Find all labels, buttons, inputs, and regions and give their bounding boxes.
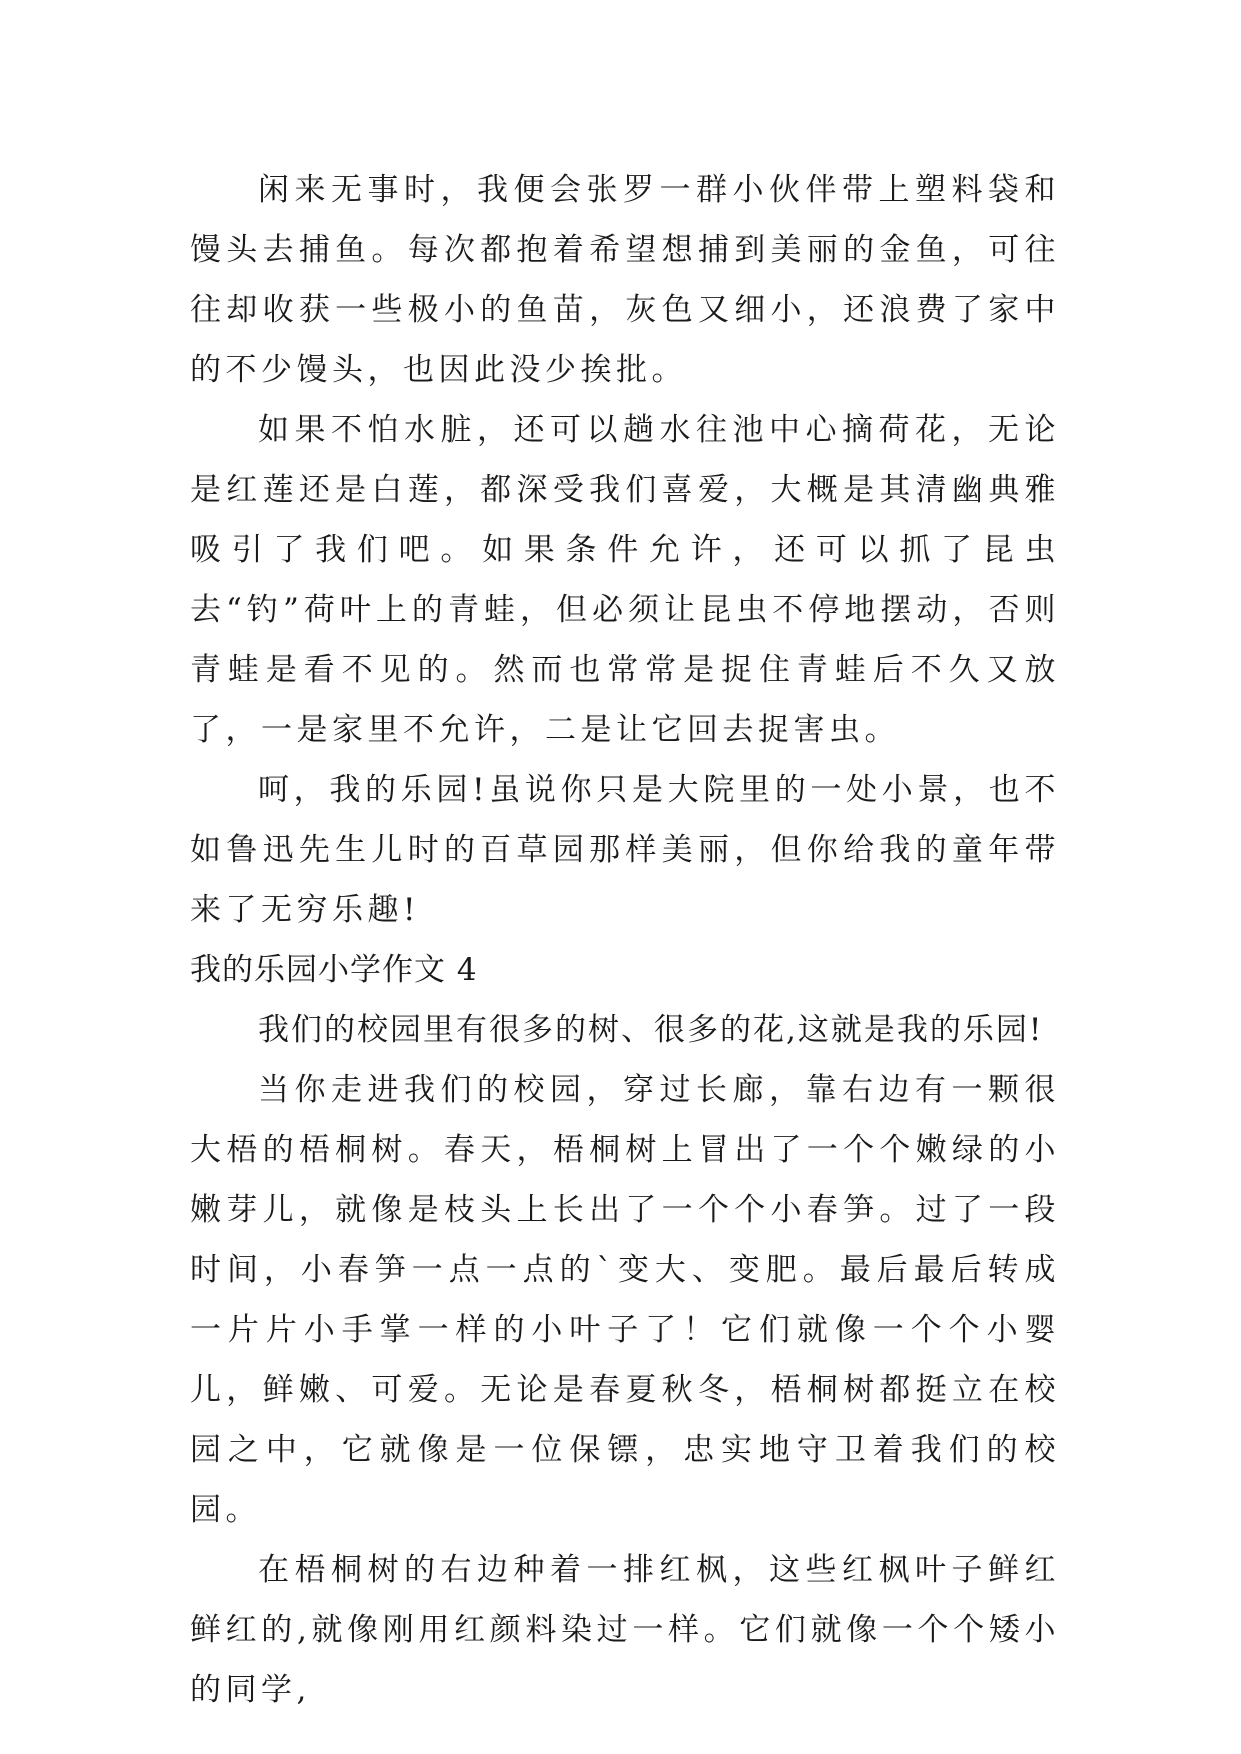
paragraph-paradise-closing: 呵，我的乐园!虽说你只是大院里的一处小景，也不如鲁迅先生儿时的百草园那样美丽，但你给我的童年带来了无穷乐趣! [190, 772, 1060, 928]
essay-heading: 我的乐园小学作文 4 [190, 952, 478, 988]
paragraph-lotus-frogs: 如果不怕水脏，还可以趟水往池中心摘荷花，无论是红莲还是白莲，都深受我们喜爱，大概是其清幽典雅吸引了我们吧。如果条件允许，还可以抓了昆虫去“钓”荷叶上的青蛙，但必须让昆虫不停地摆动，否则青蛙是看不见的。然而也常常是捉住青蛙后不久又放了，一是家里不允许，二是让它回去捉害虫。 [190, 412, 1060, 748]
document-body [190, 160, 1060, 1720]
paragraph-parasol-tree: 当你走进我们的校园，穿过长廊，靠右边有一颗很大梧的梧桐树。春天，梧桐树上冒出了一个个嫩绿的小嫩芽儿，就像是枝头上长出了一个个小春笋。过了一段时间，小春笋一点一点的`变大、变肥。最后最后转成一片片小手掌一样的小叶子了！它们就像一个个小婴儿，鲜嫩、可爱。无论是春夏秋冬，梧桐树都挺立在校园之中，它就像是一位保镖，忠实地守卫着我们的校园。 [190, 1072, 1060, 1528]
paragraph-campus-intro: 我们的校园里有很多的树、很多的花,这就是我的乐园! [258, 1012, 1044, 1048]
paragraph-red-maples: 在梧桐树的右边种着一排红枫，这些红枫叶子鲜红鲜红的,就像刚用红颜料染过一样。它们就像一个个矮小的同学, [190, 1552, 1060, 1708]
paragraph-fishing: 闲来无事时，我便会张罗一群小伙伴带上塑料袋和馒头去捕鱼。每次都抱着希望想捕到美丽的金鱼，可往往却收获一些极小的鱼苗，灰色又细小，还浪费了家中的不少馒头，也因此没少挨批。 [190, 172, 1060, 388]
